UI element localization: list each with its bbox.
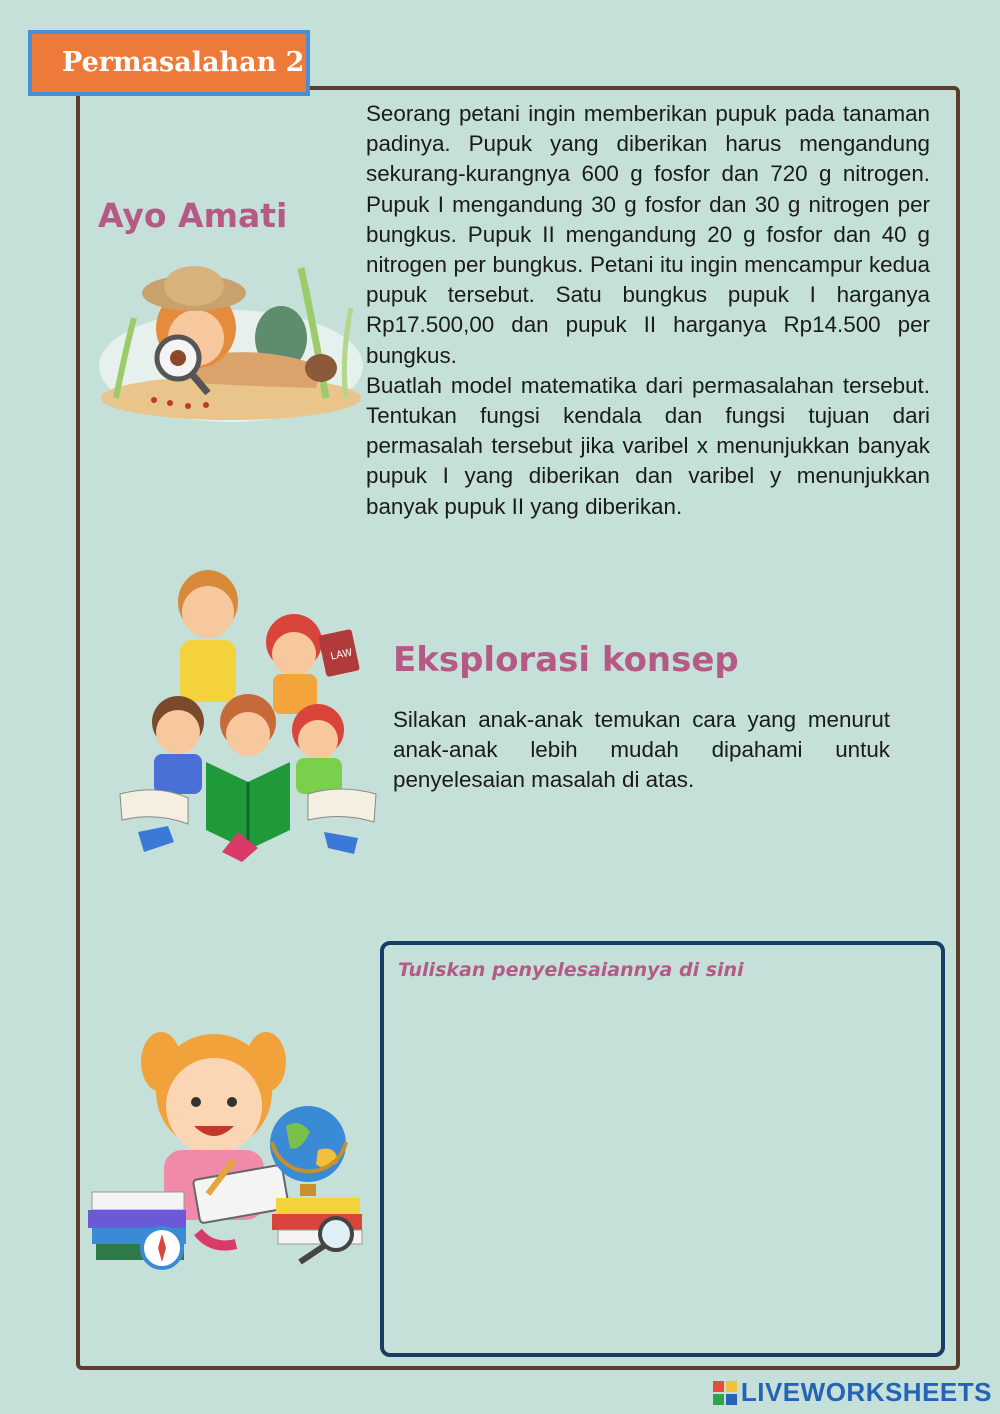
explore-text: Silakan anak-anak temukan cara yang menurut anak-anak lebih mudah dipahami untuk penyelesaian masalah di atas. [393, 707, 890, 793]
observe-heading: Ayo Amati [98, 196, 288, 235]
answer-box [380, 941, 945, 1357]
problem-paragraph-2: Buatlah model matematika dari permasalahan tersebut. Tentukan fungsi kendala dan fungsi tujuan dari permasalah tersebut jika varibel x menunjukkan banyak pupuk I yang diberikan dan varibel y menunjukkan banyak pupuk II yang diberikan. [366, 372, 930, 519]
problem-title: Permasalahan 2 [62, 47, 305, 78]
liveworksheets-logo-icon [713, 1381, 737, 1405]
liveworksheets-brand[interactable] [713, 1377, 992, 1408]
answer-input[interactable] [394, 993, 931, 1343]
problem-text [366, 99, 930, 522]
compass-icon [142, 1228, 182, 1268]
brand-text: LIVEWORKSHEETS [740, 1377, 992, 1407]
explore-heading: Eksplorasi konsep [393, 640, 739, 680]
problem-title-tag [28, 30, 310, 96]
svg-text:LAW: LAW [329, 647, 354, 663]
boy-magnifier-illustration [96, 248, 366, 424]
problem-paragraph-1: Seorang petani ingin memberikan pupuk pada tanaman padinya. Pupuk yang diberikan harus mengandung sekurang-kurangnya 600 g fosfor dan 720 g nitrogen. Pupuk I mengandung 30 g fosfor dan 30 g nitrogen per bungkus. Pupuk II mengandung 20 g fosfor dan 40 g nitrogen per bungkus. Petani itu ingin mencampur kedua pupuk tersebut. Satu bungkus pupuk I harganya Rp17.500,00 dan pupuk II harganya Rp14.500 per bungkus. [366, 101, 930, 368]
girl-writing-illustration [86, 1022, 368, 1274]
kids-reading-illustration [118, 562, 382, 862]
law-book-icon [318, 629, 360, 677]
answer-label: Tuliskan penyelesaiannya di sini [398, 959, 744, 981]
